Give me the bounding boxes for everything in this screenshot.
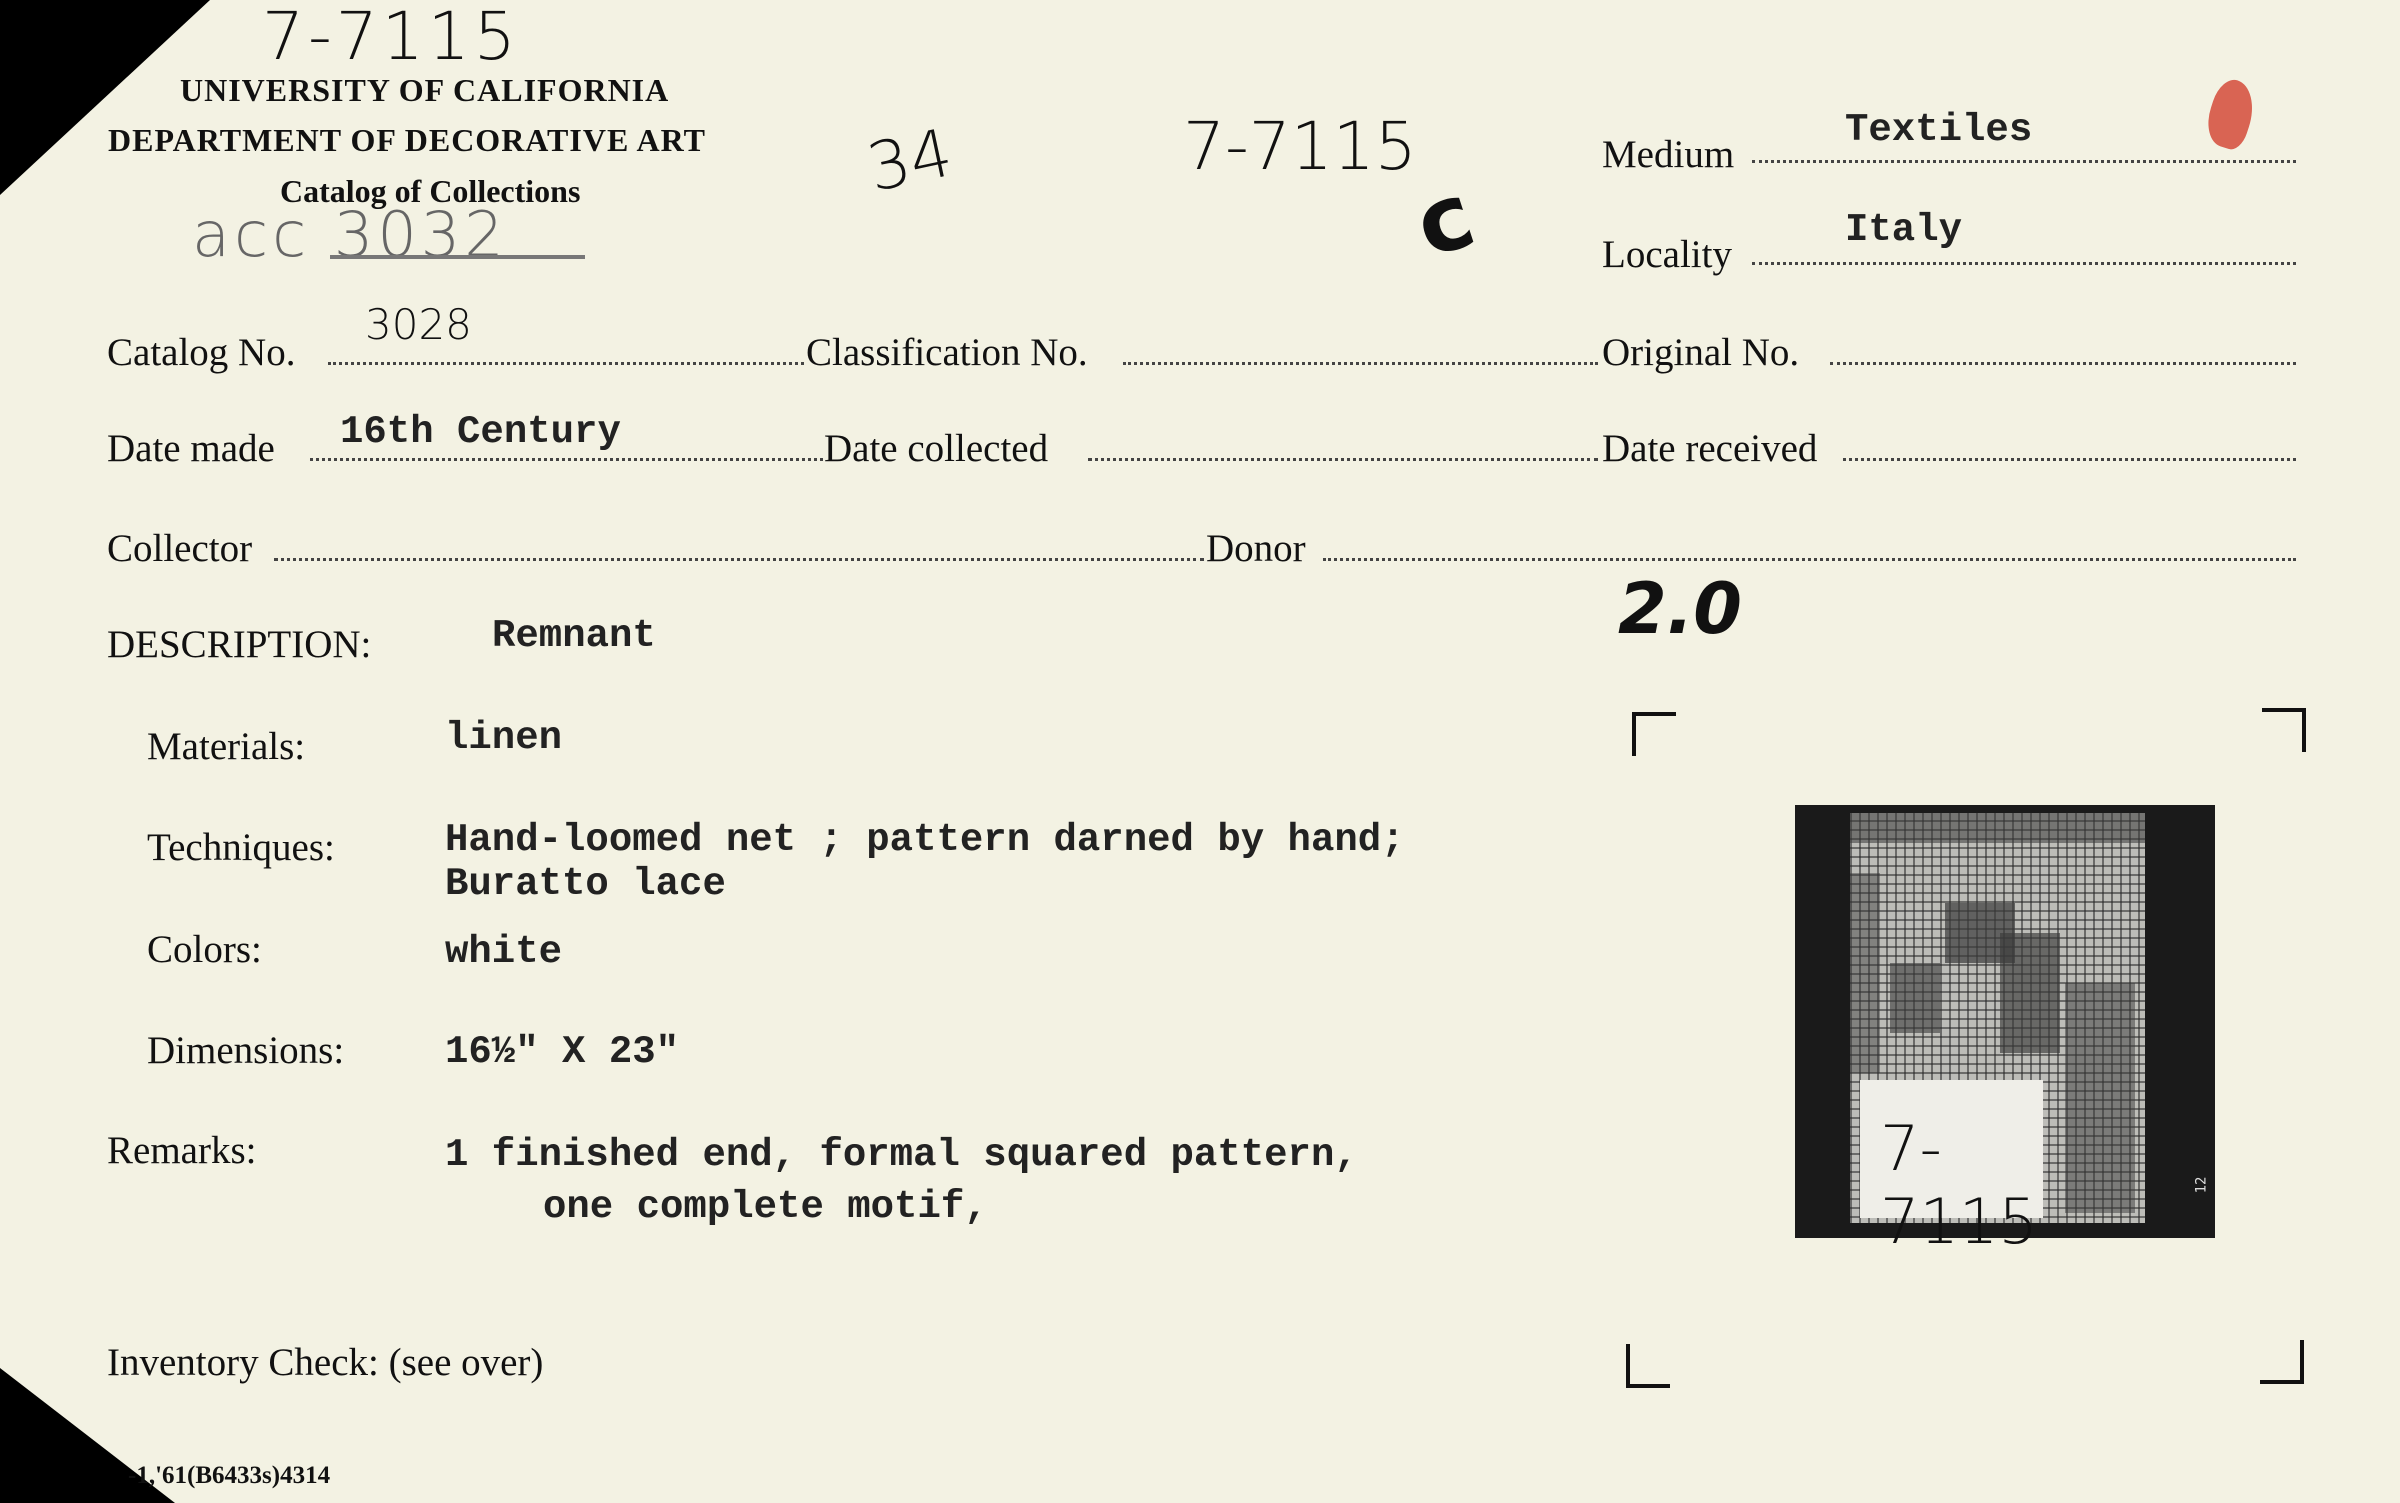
date-collected-label: Date collected	[824, 427, 1049, 470]
photo-scale-mark: 12	[2193, 1176, 2210, 1194]
techniques-label: Techniques:	[147, 826, 335, 869]
catalog-title: Catalog of Collections	[280, 173, 581, 209]
techniques-line-1: Hand-loomed net ; pattern darned by hand;	[445, 818, 1405, 862]
date-made-line	[310, 458, 823, 461]
crop-mark-top-left	[1632, 712, 1676, 756]
date-made-value: 16th Century	[340, 410, 621, 454]
crop-mark-top-right	[2262, 708, 2306, 752]
date-received-line	[1843, 458, 2296, 461]
date-made-label: Date made	[107, 427, 275, 470]
classification-no-label: Classification No.	[806, 331, 1088, 374]
date-collected-line	[1088, 458, 1598, 461]
medium-line	[1752, 160, 2296, 163]
original-no-label: Original No.	[1602, 331, 1800, 374]
catalog-no-line	[328, 362, 804, 365]
handwritten-value-2-0: 2.0	[1618, 568, 1743, 650]
materials-value: linen	[445, 716, 563, 760]
medium-value: Textiles	[1845, 108, 2033, 152]
accession-underline	[330, 255, 585, 259]
remarks-label: Remarks:	[107, 1129, 257, 1172]
handwritten-letter-c: c	[1403, 162, 1487, 279]
specimen-tag-number: 7-7115	[1880, 1112, 2038, 1258]
crop-mark-bottom-right	[2260, 1340, 2304, 1384]
institution-name: UNIVERSITY OF CALIFORNIA	[180, 72, 670, 108]
medium-label: Medium	[1602, 133, 1735, 176]
crop-mark-bottom-left	[1626, 1344, 1670, 1388]
locality-label: Locality	[1602, 233, 1732, 276]
locality-line	[1752, 262, 2296, 265]
red-ink-mark	[2201, 75, 2262, 153]
collector-line	[274, 558, 1204, 561]
description-heading: DESCRIPTION:	[107, 623, 372, 666]
handwritten-top-number: 7-7115	[262, 0, 520, 75]
donor-label: Donor	[1206, 527, 1306, 570]
inventory-check: Inventory Check: (see over)	[107, 1341, 544, 1384]
description-value: Remnant	[492, 614, 656, 658]
materials-label: Materials:	[147, 725, 306, 768]
department-name: DEPARTMENT OF DECORATIVE ART	[108, 122, 706, 158]
specimen-tag	[1860, 1080, 2043, 1258]
original-no-line	[1830, 362, 2296, 365]
colors-value: white	[445, 930, 563, 974]
remarks-line-2: one complete motif,	[543, 1185, 988, 1229]
catalog-no-value: 3028	[365, 300, 472, 349]
handwritten-center-number: 7-7115	[1183, 108, 1417, 185]
dimensions-label: Dimensions:	[147, 1029, 345, 1072]
classification-no-line	[1123, 362, 1598, 365]
dimensions-value: 16½" X 23"	[445, 1030, 680, 1074]
handwritten-34: 34	[860, 114, 960, 207]
form-code: -1,'61(B6433s)4314	[128, 1462, 331, 1489]
clipped-corner-top-left	[0, 0, 210, 195]
catalog-no-label: Catalog No.	[107, 331, 296, 374]
date-received-label: Date received	[1602, 427, 1818, 470]
specimen-photo	[1795, 805, 2215, 1258]
handwritten-accession: acc 3032	[192, 198, 508, 271]
remarks-line-1: 1 finished end, formal squared pattern,	[445, 1133, 1358, 1177]
donor-line	[1323, 558, 2296, 561]
locality-value: Italy	[1845, 208, 1963, 252]
colors-label: Colors:	[147, 928, 262, 971]
collector-label: Collector	[107, 527, 253, 570]
techniques-line-2: Buratto lace	[445, 862, 726, 906]
